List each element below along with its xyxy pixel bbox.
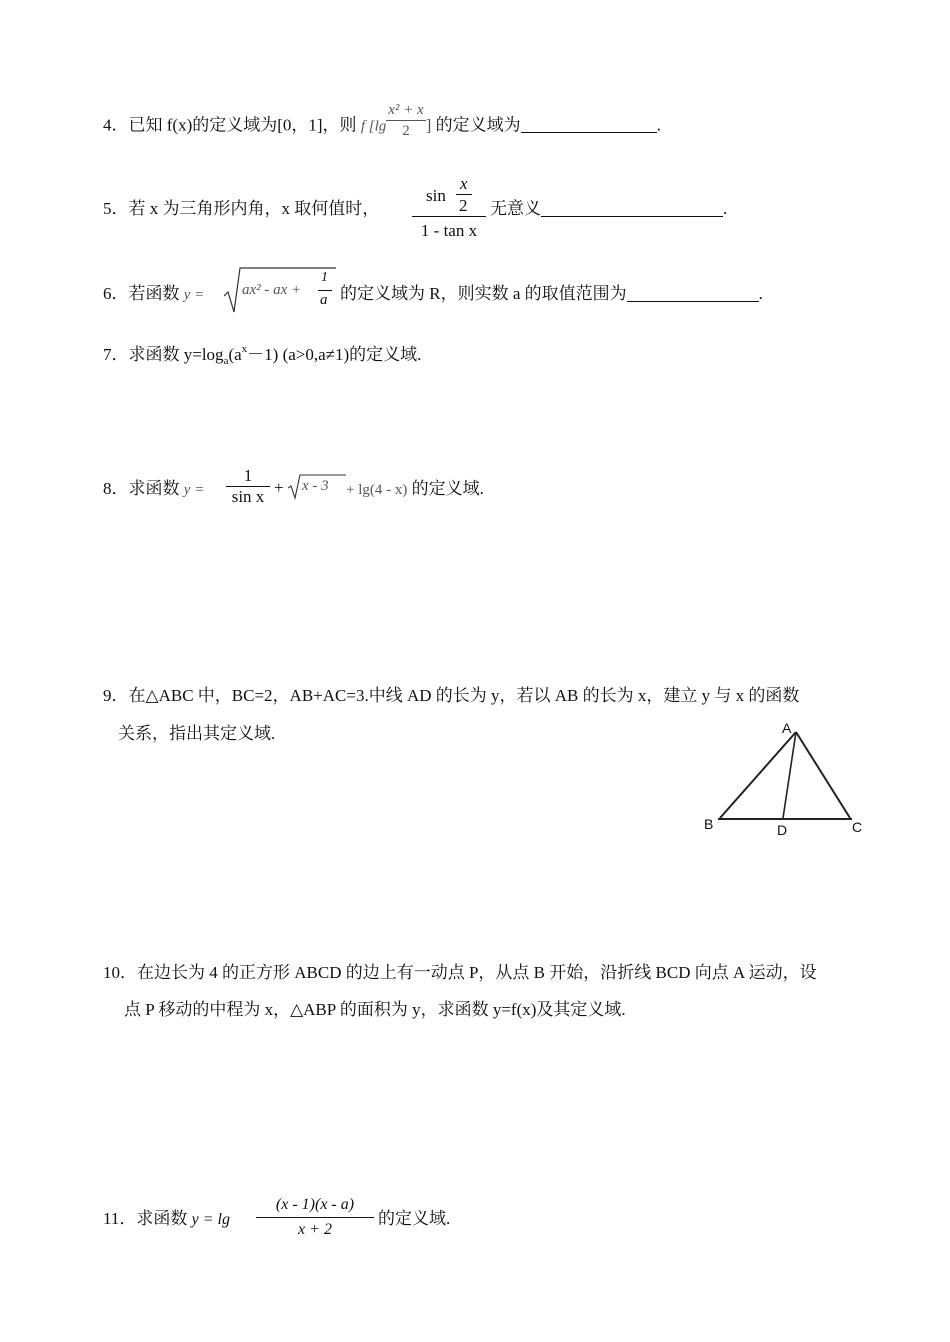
q5-fraction xyxy=(412,172,486,243)
q9-line2: 关系，指出其定义域. xyxy=(118,724,276,743)
q6-suffix: 的定义域为 R，则实数 a 的取值范围为 xyxy=(340,284,627,303)
q6-y: y = xyxy=(183,287,205,303)
q6-prefix: 若函数 xyxy=(128,284,180,303)
q8-prefix: 求函数 xyxy=(128,479,180,498)
q9-number: 9． xyxy=(103,686,129,705)
q8-fraction xyxy=(226,466,270,507)
question-10-line-2 xyxy=(124,999,626,1021)
question-5-tail xyxy=(490,198,727,220)
q8-number: 8． xyxy=(103,479,129,498)
q8-den: sin x xyxy=(231,487,265,506)
q5-two: 2 xyxy=(459,196,468,215)
q4-close: ] xyxy=(425,115,432,135)
q8-suffix: 的定义域. xyxy=(411,479,484,498)
q8-rad-expr: x - 3 xyxy=(302,478,329,494)
label-c: C xyxy=(852,819,863,835)
triangle-figure xyxy=(688,718,878,842)
q7-text-c: －1) (a>0,a≠1)的定义域. xyxy=(247,345,422,364)
q8-radical xyxy=(288,474,346,500)
q9-line1: 在△ABC 中，BC=2，AB+AC=3.中线 AD 的长为 y，若以 AB 的长为 x，建立 y 与 x 的函数 xyxy=(128,686,800,705)
q5-end: . xyxy=(723,199,728,218)
question-11 xyxy=(103,1208,230,1231)
q10-number: 10． xyxy=(103,963,137,982)
q11-den: x + 2 xyxy=(298,1221,332,1238)
q11-num: (x - 1)(x - a) xyxy=(256,1193,374,1218)
label-a: A xyxy=(782,720,792,736)
q4-suffix: 的定义域为 xyxy=(435,115,521,135)
q6-bar xyxy=(318,290,332,291)
q7-sup-x: x xyxy=(241,343,248,355)
q10-line2: 点 P 移动的中程为 x，△ABP 的面积为 y，求函数 y=f(x)及其定义域. xyxy=(124,1000,626,1019)
question-6-tail xyxy=(340,283,763,305)
question-9-line-2 xyxy=(118,723,275,745)
q5-suffix: 无意义 xyxy=(490,199,541,218)
q6-end: . xyxy=(758,284,763,303)
q4-number: 4． xyxy=(103,115,129,135)
q11-y: y = lg xyxy=(191,1211,230,1228)
q6-number: 6． xyxy=(103,284,129,303)
q11-fraction xyxy=(256,1193,374,1242)
q5-number: 5． xyxy=(103,199,129,218)
question-5 xyxy=(103,198,379,220)
q8-plus: + xyxy=(274,478,284,497)
q11-prefix: 求函数 xyxy=(136,1209,188,1228)
question-8-tail xyxy=(346,478,484,501)
q7-sub-a: a xyxy=(223,355,229,367)
q8-rest: + lg(4 - x) xyxy=(346,482,408,498)
q6-radical xyxy=(224,266,336,314)
q8-y: y = xyxy=(183,482,205,498)
q6-a: a xyxy=(320,292,328,308)
q4-end: . xyxy=(656,115,661,135)
q5-bar xyxy=(456,194,472,195)
q10-line1: 在边长为 4 的正方形 ABCD 的边上有一动点 P，从点 B 开始，沿折线 BCD 向点 A 运动，设 xyxy=(137,963,817,982)
q5-x: x xyxy=(460,174,468,193)
question-7 xyxy=(103,338,421,372)
label-d: D xyxy=(777,822,788,838)
question-6 xyxy=(103,283,204,306)
q4-f-lg: f [lg xyxy=(360,118,387,135)
q6-one: 1 xyxy=(321,270,328,285)
question-8 xyxy=(103,478,204,501)
q5-prefix: 若 x 为三角形内角，x 取何值时， xyxy=(128,199,380,218)
q11-number: 11． xyxy=(103,1209,137,1228)
q7-text-a: 求函数 y=log xyxy=(128,345,224,364)
q5-sin: sin xyxy=(426,186,446,205)
q4-fraction xyxy=(386,100,425,141)
q4-frac-den: 2 xyxy=(402,123,410,139)
label-b: B xyxy=(704,816,714,832)
q8-one: 1 xyxy=(226,466,270,487)
q6-answer-blank[interactable] xyxy=(627,283,759,302)
q6-rad-expr: ax² - ax + xyxy=(242,282,302,298)
question-11-tail xyxy=(378,1208,450,1230)
question-4 xyxy=(103,102,661,141)
q5-answer-blank[interactable] xyxy=(541,198,723,217)
q4-frac-num: x² + x xyxy=(386,100,425,121)
q11-suffix: 的定义域. xyxy=(378,1209,451,1228)
q7-number: 7． xyxy=(103,345,129,364)
q5-den: 1 - tan x xyxy=(420,221,478,240)
q4-prefix: 已知 f(x)的定义域为[0，1]，则 xyxy=(128,115,357,135)
q7-text-b: (a xyxy=(228,345,242,364)
question-10-line-1 xyxy=(103,962,817,984)
q4-answer-blank[interactable] xyxy=(521,114,657,133)
question-9-line-1 xyxy=(103,685,799,707)
